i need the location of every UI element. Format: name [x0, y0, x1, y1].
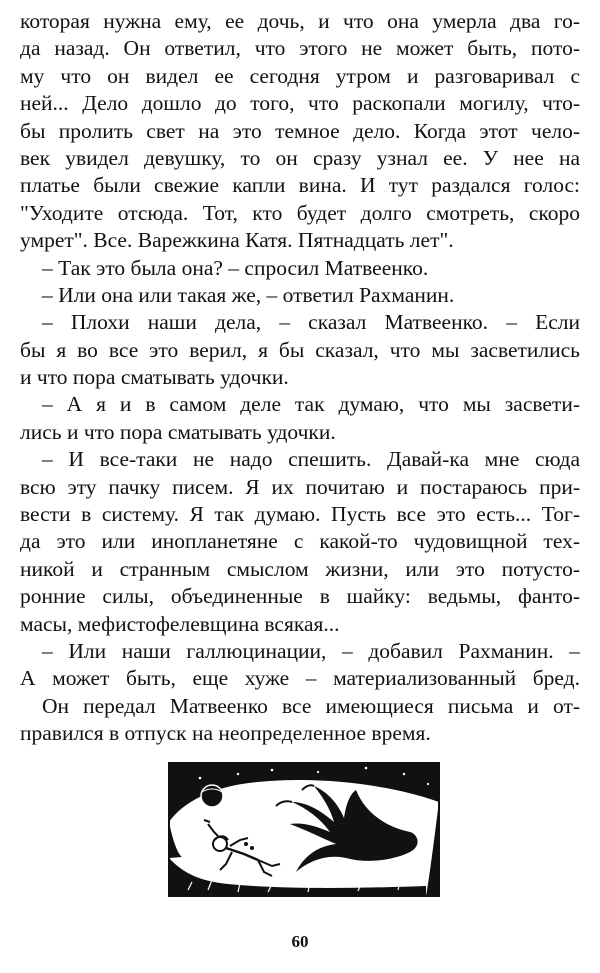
star	[317, 771, 319, 773]
page-number: 60	[291, 932, 309, 951]
text-line: – Или она или такая же, – ответил Рахманин.	[42, 282, 455, 307]
text-line: масы, мефистофелевщина всякая...	[20, 611, 340, 636]
text-line: А может быть, еще хуже – материализованный бред.	[20, 666, 580, 691]
star	[271, 769, 274, 772]
text-line: которая нужна ему, ее дочь, и что она умерла два го-	[20, 9, 580, 33]
text-line: никой и странным смыслом жизни, или это потусто-	[20, 556, 580, 581]
text-line: платье были свежие капли вина. И тут раздался голос:	[20, 173, 580, 198]
text-line: – Или наши галлюцинации, – добавил Рахманин. –	[42, 638, 580, 663]
text-line: да назад. Он ответил, что этого не может быть, пото-	[20, 36, 580, 61]
text-line: умрет". Все. Варежкина Катя. Пятнадцать лет".	[20, 228, 454, 253]
ink-illustration	[168, 762, 440, 897]
text-line: – И все-таки не надо спешить. Давай-ка мне сюда	[42, 447, 580, 472]
text-line: – Так это была она? – спросил Матвеенко.	[42, 255, 429, 280]
text-line: правился в отпуск на неопределенное время.	[20, 721, 431, 746]
text-line: век увидел девушку, то он сразу узнал ее. У нее на	[20, 145, 580, 170]
moon	[201, 785, 223, 807]
text-line: бы пролить свет на это темное дело. Когда этот чело-	[20, 118, 580, 143]
text-line: ней... Дело дошло до того, что раскопали могилу, что-	[20, 91, 580, 116]
text-line: – Плохи наши дела, – сказал Матвеенко. – Если	[42, 310, 580, 335]
text-line: и что пора сматывать удочки.	[20, 365, 289, 390]
text-line: лись и что пора сматывать удочки.	[20, 419, 336, 444]
text-line: Он передал Матвеенко все имеющиеся письма и от-	[42, 693, 580, 718]
star	[199, 777, 202, 780]
text-line: бы я во все это верил, я бы сказал, что мы засветились	[20, 337, 580, 362]
text-line: му что он видел ее сегодня утром и разговаривал с	[20, 63, 580, 88]
text-line: – А я и в самом деле так думаю, что мы засвети-	[42, 392, 580, 417]
star	[365, 767, 368, 770]
body-text	[20, 8, 580, 748]
star	[403, 773, 405, 775]
text-line: ронние силы, объединенные в шайку: ведьмы, фанто-	[20, 584, 580, 609]
star	[427, 783, 429, 785]
star	[237, 773, 239, 775]
text-line: вести в систему. Я так думаю. Пусть все это есть... Тог-	[20, 502, 580, 527]
text-line: да это или инопланетяне с какой-то чудовищной тех-	[20, 529, 580, 554]
text-line: "Уходите отсюда. Тот, кто будет долго смотреть, скоро	[20, 200, 580, 225]
text-line: всю эту пачку писем. Я их почитаю и постараюсь при-	[20, 474, 580, 499]
